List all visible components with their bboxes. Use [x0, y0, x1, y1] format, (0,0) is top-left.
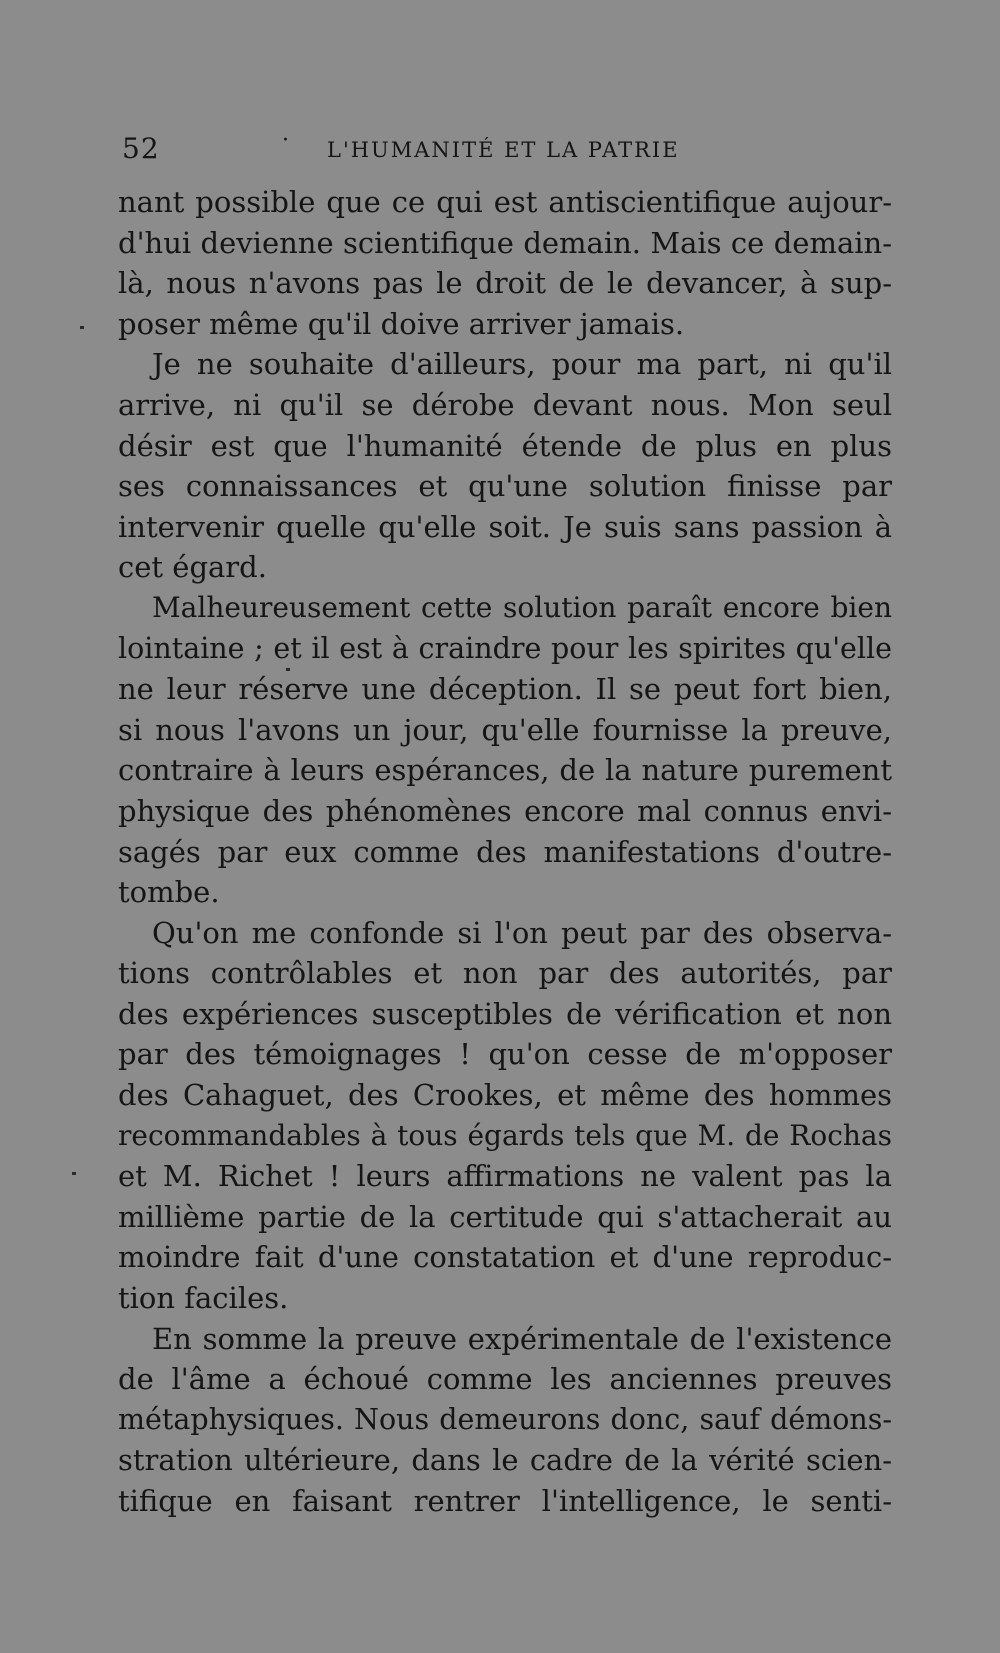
- text-line: millième partie de la certitude qui s'attacherait au: [118, 1199, 892, 1234]
- text-line: et M. Richet ! leurs affirmations ne valent pas la: [118, 1159, 892, 1194]
- text-line: métaphysiques. Nous demeurons donc, sauf démons-: [118, 1402, 892, 1436]
- paragraph-first-line: Je ne souhaite d'ailleurs, pour ma part, ni qu'il: [152, 347, 892, 382]
- text-line: recommandables à tous égards tels que M. de Rochas: [118, 1118, 892, 1152]
- text-line: là, nous n'avons pas le droit de le devancer, à sup-: [118, 266, 892, 301]
- paragraph-first-line: Qu'on me confonde si l'on peut par des observa-: [152, 915, 892, 950]
- text-line: physique des phénomènes encore mal connus envi-: [118, 793, 892, 828]
- text-line: ne leur réserve une déception. Il se peut fort bien,: [118, 672, 892, 707]
- text-line: par des témoignages ! qu'on cesse de m'opposer: [118, 1037, 892, 1072]
- header-separator: ·: [282, 128, 289, 153]
- paragraph-first-line: En somme la preuve expérimentale de l'existence: [152, 1321, 892, 1356]
- text-line: d'hui devienne scientifique demain. Mais ce demain-: [118, 225, 892, 260]
- text-line: désir est que l'humanité étende de plus en plus: [118, 428, 892, 463]
- text-line: moindre fait d'une constatation et d'une reproduc-: [118, 1240, 892, 1275]
- print-speck: [80, 326, 84, 329]
- print-speck: [286, 668, 290, 671]
- running-header: [122, 128, 902, 172]
- text-line: arrive, ni qu'il se dérobe devant nous. Mon seul: [118, 387, 892, 422]
- print-speck: [72, 1172, 76, 1175]
- text-line: tombe.: [118, 875, 220, 910]
- text-line: sagés par eux comme des manifestations d'outre-: [118, 834, 892, 869]
- text-line: stration ultérieure, dans le cadre de la vérité scien-: [118, 1443, 892, 1478]
- text-line: lointaine ; et il est à craindre pour les spirites qu'elle: [118, 631, 892, 665]
- text-line: tifique en faisant rentrer l'intelligence, le senti-: [118, 1484, 892, 1518]
- text-line: de l'âme a échoué comme les anciennes preuves: [118, 1362, 892, 1397]
- paragraph-first-line: Malheureusement cette solution paraît encore bien: [152, 590, 892, 624]
- text-line: des Cahaguet, des Crookes, et même des hommes: [118, 1078, 892, 1113]
- text-line: contraire à leurs espérances, de la nature purement: [118, 753, 892, 788]
- text-line: nant possible que ce qui est antiscientifique aujour-: [118, 185, 892, 219]
- running-title: L'HUMANITÉ ET LA PATRIE: [327, 138, 680, 162]
- text-line: tions contrôlables et non par des autorités, par: [118, 956, 892, 991]
- text-line: poser même qu'il doive arriver jamais.: [118, 306, 685, 341]
- body-text: [118, 182, 892, 1522]
- text-line: cet égard.: [118, 550, 267, 585]
- text-line: des expériences susceptibles de vérification et non: [118, 996, 892, 1031]
- text-line: tion faciles.: [118, 1281, 289, 1316]
- text-line: intervenir quelle qu'elle soit. Je suis sans passion à: [118, 509, 892, 544]
- text-line: si nous l'avons un jour, qu'elle fournisse la preuve,: [118, 712, 892, 747]
- text-line: ses connaissances et qu'une solution finisse par: [118, 469, 892, 504]
- page-number: 52: [122, 132, 160, 165]
